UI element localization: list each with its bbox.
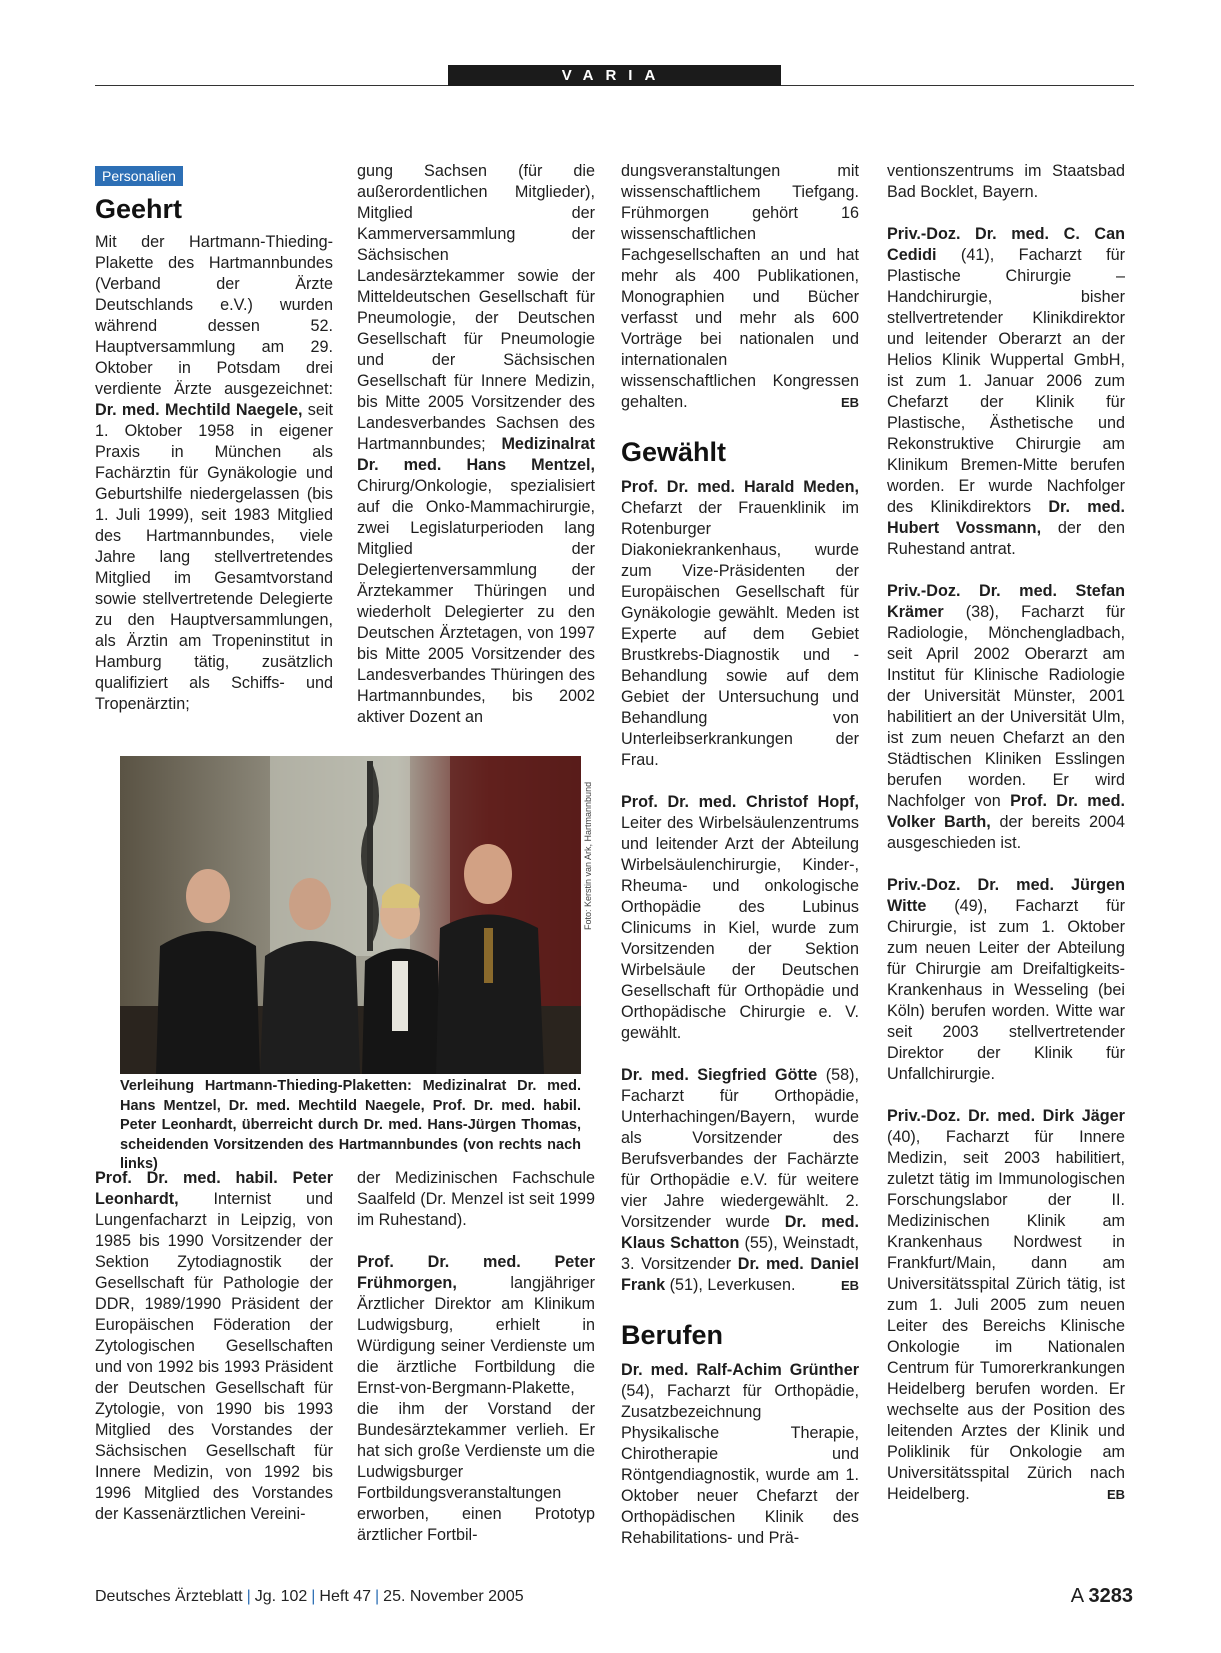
page-number-value: 3283 <box>1088 1585 1133 1607</box>
text: (40), Facharzt für Innere Medizin, seit 2003 habilitiert, zuletzt tätig im Immunologischen Forschungslabor der II. Medizinischen Klinik am Krankenhaus Nordwest in Frankfurt/Main, dann am Universitätsspital Zürich tätig, ist zum 1. Juli 2005 zum neuen Leiter des Bereichs Klinische Onkologie im Nationalen Centrum für Tumorerkrankungen Heidelberg berufen worden. Er wechselte aus der Position des leitenden Arztes der Klinik und Poliklinik für Onkologie am Universitätsspital Zürich nach Heidelberg. <box>887 1128 1125 1503</box>
paragraph <box>95 232 333 715</box>
person-name: Priv.-Doz. Dr. med. C. Can Cedidi <box>887 225 1125 264</box>
column-3 <box>621 161 859 1549</box>
paragraph <box>621 161 859 413</box>
journal-name: Deutsches Ärzteblatt <box>95 1588 243 1605</box>
issue: Heft 47 <box>319 1588 372 1605</box>
text: langjähriger Ärztlicher Direktor am Klinikum Ludwigsburg, erhielt in Würdigung seiner Verdienste um die ärztliche Fortbildung die Ernst-von-Bergmann-Plakette, die ihm der Vorstand der Bundesärztekammer verlieh. Er hat sich große Verdienste um die Ludwigsburger Fortbildungsveranstaltungen erworben, einen Prototyp ärztlicher Fortbil- <box>357 1274 595 1544</box>
category-badge: Personalien <box>95 166 183 186</box>
paragraph: der Medizinischen Fachschule Saalfeld (Dr. Menzel ist seit 1999 im Ruhestand). <box>357 1169 595 1229</box>
person-name: Dr. med. Klaus Schatton <box>621 1213 859 1252</box>
paragraph <box>621 792 859 1044</box>
volume: Jg. 102 <box>254 1588 308 1605</box>
person-name: Dr. med. Ralf-Achim Grünther <box>621 1361 859 1379</box>
column-2-bottom <box>357 1168 595 1546</box>
column-4 <box>887 161 1125 1505</box>
author-initials: EB <box>840 395 859 410</box>
person-name: Prof. Dr. med. Peter Frühmorgen, <box>357 1253 595 1292</box>
photo-credit: Foto: Kerstin van Ark, Hartmannbund <box>583 781 593 930</box>
text: (49), Facharzt für Chirurgie, ist zum 1. Oktober zum neuen Leiter der Abteilung für Chirurgie am Dreifaltigkeits-Krankenhaus in Wesseling (bei Köln) berufen worden. Witte war seit 2003 stellvertretender Direktor der Klinik für Unfallchirurgie. <box>887 897 1125 1083</box>
section-header: VARIA <box>448 65 781 86</box>
award-photo <box>120 756 581 1074</box>
person-name: Prof. Dr. med. Harald Meden, <box>621 478 859 496</box>
text: Leiter des Wirbelsäulenzentrums und leitender Arzt der Abteilung Wirbelsäulenchirurgie, Kinder-, Rheuma- und onkologische Orthopädie des Lubinus Clinicums in Kiel, wurde zum Vorsitzenden der Sektion Wirbelsäule der Deutschen Gesellschaft für Orthopädie und Orthopädische Chirurgie e. V. gewählt. <box>621 814 859 1042</box>
author-initials: EB <box>1106 1487 1125 1502</box>
text: (51), Leverkusen. <box>665 1276 796 1294</box>
person-name: Medizinalrat Dr. med. Hans Mentzel, <box>357 435 595 474</box>
text: Mit der Hartmann-Thieding-Plakette des Hartmannbundes (Verband der Ärzte Deutschlands e.V.) wurden während dessen 52. Hauptversammlung am 29. Oktober in Potsdam drei verdiente Ärzte ausgezeichnet: <box>95 233 333 398</box>
heading-berufen: Berufen <box>621 1320 724 1350</box>
paragraph <box>95 1168 333 1525</box>
paragraph <box>621 477 859 771</box>
author-initials: EB <box>840 1278 859 1293</box>
text: (38), Facharzt für Radiologie, Mönchengladbach, seit April 2002 Oberarzt am Institut für Klinische Radiologie der Universität Münster, 2001 habilitiert an der Universität Ulm, ist zum neuen Chefarzt an den Städtischen Kliniken Esslingen berufen worden. Er wird Nachfolger von <box>887 603 1125 810</box>
heading-geehrt: Geehrt <box>95 194 183 224</box>
text: (58), Facharzt für Orthopädie, Unterhachingen/Bayern, wurde als Vorsitzender des Berufsverbandes der Fachärzte für Orthopädie e.V. für weitere vier Jahre wiedergewählt. 2. Vorsitzender wurde <box>621 1066 859 1231</box>
text: (55), Weinstadt, 3. Vorsitzender <box>621 1234 859 1273</box>
separator: | <box>375 1588 380 1605</box>
page-prefix: A <box>1070 1585 1083 1607</box>
person-name: Dr. med. Mechtild Naegele, <box>95 401 303 419</box>
person-name: Priv.-Doz. Dr. med. Jürgen Witte <box>887 876 1125 915</box>
person-name: Prof. Dr. med. Christof Hopf, <box>621 793 859 811</box>
person-name: Dr. med. Siegfried Götte <box>621 1066 818 1084</box>
separator: | <box>311 1588 316 1605</box>
paragraph <box>887 875 1125 1085</box>
text: dungsveranstaltungen mit wissenschaftlichem Tiefgang. Frühmorgen gehört 16 wissenschaftlichen Fachgesellschaften an und hat mehr als 400 Publikationen, Monographien und Bücher verfasst und mehr als 600 Vorträge bei nationalen und internationalen wissenschaftlichen Kongressen gehalten. <box>621 162 859 411</box>
column-1-bottom <box>95 1168 333 1525</box>
text: (41), Facharzt für Plastische Chirurgie – Handchirurgie, bisher stellvertretender Klinikdirektor und leitender Oberarzt an der Helios Klinik Wuppertal GmbH, ist zum 1. Januar 2006 zum Chefarzt der Klinik für Plastische, Ästhetische und Rekonstruktive Chirurgie am Klinikum Bremen-Mitte berufen worden. Er wurde Nachfolger des Klinikdirektors <box>887 246 1125 516</box>
paragraph <box>357 161 595 728</box>
separator: | <box>246 1588 251 1605</box>
person-name: Prof. Dr. med. habil. Peter Leonhardt, <box>95 1169 333 1208</box>
person-name: Prof. Dr. med. Volker Barth, <box>887 792 1125 831</box>
person-name: Dr. med. Daniel Frank <box>621 1255 859 1294</box>
paragraph <box>887 224 1125 560</box>
paragraph <box>887 581 1125 854</box>
page-footer <box>95 1588 524 1606</box>
photo-caption: Verleihung Hartmann-Thieding-Plaketten: Medizinalrat Dr. med. Hans Mentzel, Dr. med. Mechtild Naegele, Prof. Dr. med. habil. Peter Leonhardt, überreicht durch Dr. med. Hans-Jürgen Thomas, scheidenden Vorsitzenden des Hartmannbundes (von rechts nach links) <box>120 1078 581 1172</box>
paragraph: ventionszentrums im Staatsbad Bad Bocklet, Bayern. <box>887 162 1125 201</box>
text: seit 1. Oktober 1958 in eigener Praxis in München als Fachärztin für Gynäkologie und Geburtshilfe niedergelassen (bis 1. Juli 1999), seit 1983 Mitglied des Hartmannbundes, viele Jahre lang stellvertretendes Mitglied im Gesamtvorstand sowie stellvertretende Delegierte zu den Hauptversammlungen, als Ärztin am Tropeninstitut in Hamburg tätig, zusätzlich qualifiziert als Schiffs- und Tropenärztin; <box>95 401 333 713</box>
person-name: Priv.-Doz. Dr. med. Dirk Jäger <box>887 1107 1125 1125</box>
text: gung Sachsen (für die außerordentlichen Mitglieder), Mitglied der Kammerversammlung der Sächsischen Landesärztekammer sowie der Mitteldeutschen Gesellschaft für Pneumologie, der Deutschen Gesellschaft für Pneumologie und der Sächsischen Gesellschaft für Innere Medizin, bis Mitte 2005 Vorsitzender des Landesverbandes Sachsen des Hartmannbundes; <box>357 162 595 453</box>
page-number <box>1071 1585 1133 1608</box>
text: der den Ruhestand antrat. <box>887 519 1125 558</box>
paragraph <box>621 1065 859 1296</box>
paragraph <box>621 1360 859 1549</box>
text: (54), Facharzt für Orthopädie, Zusatzbezeichnung Physikalische Therapie, Chirotherapie und Röntgendiagnostik, wurde am 1. Oktober neuer Chefarzt der Orthopädischen Klinik des Rehabilitations- und Prä- <box>621 1382 859 1547</box>
column-1-top <box>95 192 333 715</box>
heading-gewaehlt: Gewählt <box>621 437 727 467</box>
text: Internist und Lungenfacharzt in Leipzig, von 1985 bis 1990 Vorsitzender der Sektion Zytodiagnostik der Gesellschaft für Pathologie der DDR, 1989/1990 Präsident der Europäischen Föderation der Zytologischen Gesellschaften und von 1992 bis 1993 Präsident der Deutschen Gesellschaft für Zytologie, von 1990 bis 1993 Mitglied des Vorstandes der Sächsischen Gesellschaft für Innere Medizin, von 1992 bis 1996 Mitglied des Vorstandes der Kassenärztlichen Vereini- <box>95 1190 333 1523</box>
text: Chefarzt der Frauenklinik im Rotenburger Diakoniekrankenhaus, wurde zum Vize-Präsidenten der Europäischen Gesellschaft für Gynäkologie gewählt. Meden ist Experte auf dem Gebiet Brustkrebs-Diagnostik und -Behandlung sowie auf dem Gebiet der Untersuchung und Behandlung von Unterleibserkrankungen der Frau. <box>621 499 859 769</box>
text: der bereits 2004 ausgeschieden ist. <box>887 813 1125 852</box>
issue-date: 25. November 2005 <box>383 1588 524 1605</box>
column-2-top <box>357 161 595 728</box>
paragraph <box>887 1106 1125 1505</box>
paragraph <box>357 1252 595 1546</box>
text: Chirurg/Onkologie, spezialisiert auf die Onko-Mammachirurgie, zwei Legislaturperioden lang Mitglied der Delegiertenversammlung der Ärztekammer Thüringen und wiederholt Delegierter zu den Deutschen Ärztetagen, von 1997 bis Mitte 2005 Vorsitzender des Landesverbandes Thüringen des Hartmannbundes, bis 2002 aktiver Dozent an <box>357 477 595 726</box>
person-name: Dr. med. Hubert Vossmann, <box>887 498 1125 537</box>
person-name: Priv.-Doz. Dr. med. Stefan Krämer <box>887 582 1125 621</box>
